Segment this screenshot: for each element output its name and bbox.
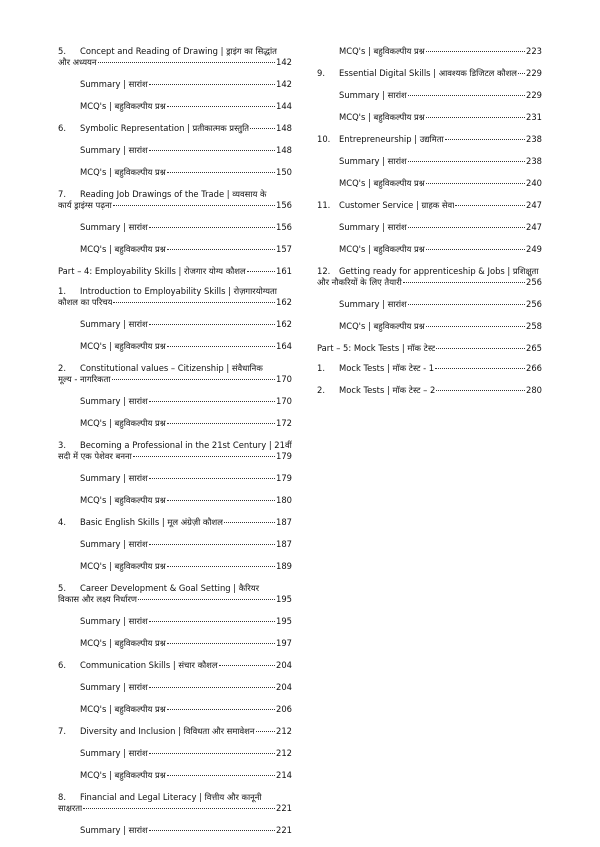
toc-page-number: 162: [276, 297, 292, 307]
leader-dots: [149, 753, 275, 754]
leader-dots: [224, 522, 275, 523]
toc-subentry: [317, 112, 542, 123]
toc-chapter: [317, 134, 542, 145]
toc-page-number: 221: [276, 803, 292, 813]
leader-dots: [167, 423, 275, 424]
toc-page-number: 204: [276, 660, 292, 670]
toc-chapter-title: Concept and Reading of Drawing | ड्राइंग का सिद्धांत: [80, 46, 277, 56]
toc-entry-title: Summary | सारांश: [80, 682, 148, 692]
toc-subentry: [58, 704, 292, 715]
toc-page-number: 150: [276, 167, 292, 177]
leader-dots: [167, 346, 275, 347]
leader-dots: [426, 51, 525, 52]
toc-chapter: [58, 363, 292, 385]
toc-chapter-number: 6.: [58, 660, 66, 670]
leader-dots: [167, 709, 275, 710]
toc-page-number: 144: [276, 101, 292, 111]
toc-page-number: 180: [276, 495, 292, 505]
toc-right-column: [317, 46, 542, 407]
toc-entry-title: MCQ's | बहुविकल्पीय प्रश्न: [339, 112, 425, 122]
toc-entry-title: MCQ's | बहुविकल्पीय प्रश्न: [339, 244, 425, 254]
toc-entry-title: MCQ's | बहुविकल्पीय प्रश्न: [80, 101, 166, 111]
toc-chapter-title-line: [58, 286, 292, 297]
toc-page-number: 206: [276, 704, 292, 714]
toc-part-title: Part – 4: Employability Skills | रोजगार योग्य कौशल: [58, 266, 246, 276]
leader-dots: [455, 205, 525, 206]
leader-dots: [149, 84, 275, 85]
toc-entry-title: Summary | सारांश: [339, 222, 407, 232]
toc-chapter-title: Reading Job Drawings of the Trade | व्यवसाय के: [80, 189, 267, 199]
toc-chapter-title-line: [58, 363, 292, 374]
toc-chapter: [58, 46, 292, 68]
toc-page-number: 223: [526, 46, 542, 56]
toc-subentry: [317, 244, 542, 255]
toc-page-number: 249: [526, 244, 542, 254]
toc-chapter-title-line: [58, 792, 292, 803]
leader-dots: [149, 324, 275, 325]
leader-dots: [149, 544, 275, 545]
toc-page-number: 240: [526, 178, 542, 188]
toc-page-number: 161: [276, 266, 292, 276]
leader-dots: [149, 621, 275, 622]
toc-chapter-title-line: [58, 57, 292, 68]
toc-page-number: 266: [526, 363, 542, 373]
toc-subentry: [58, 561, 292, 572]
toc-chapter-title-line: [58, 297, 292, 308]
toc-page-number: 256: [526, 299, 542, 309]
toc-entry-title: MCQ's | बहुविकल्पीय प्रश्न: [80, 704, 166, 714]
toc-entry-title: MCQ's | बहुविकल्पीय प्रश्न: [80, 770, 166, 780]
toc-subentry: [58, 682, 292, 693]
leader-dots: [149, 478, 275, 479]
toc-page-number: 172: [276, 418, 292, 428]
toc-page-number: 229: [526, 90, 542, 100]
toc-page-number: 187: [276, 539, 292, 549]
toc-chapter: [317, 200, 542, 211]
toc-chapter-number: 1.: [317, 363, 325, 373]
leader-dots: [408, 161, 525, 162]
toc-page-number: 212: [276, 748, 292, 758]
toc-chapter-title: साक्षरता: [58, 803, 83, 813]
toc-page-number: 214: [276, 770, 292, 780]
toc-chapter-title: Career Development & Goal Setting | कैरियर: [80, 583, 260, 593]
toc-chapter-title: Symbolic Representation | प्रतीकात्मक प्रस्तुति: [80, 123, 250, 133]
toc-page-number: 212: [276, 726, 292, 736]
toc-chapter-title-line: [58, 189, 292, 200]
toc-subentry: [58, 79, 292, 90]
leader-dots: [138, 599, 275, 600]
toc-page-number: 156: [276, 222, 292, 232]
toc-chapter-title: मूल्य - नागरिकता: [58, 374, 111, 384]
toc-page-number: 170: [276, 374, 292, 384]
toc-subentry: [317, 222, 542, 233]
toc-subentry: [58, 473, 292, 484]
leader-dots: [435, 368, 525, 369]
toc-chapter-title-line: [58, 803, 292, 814]
leader-dots: [167, 566, 275, 567]
toc-chapter-title: Becoming a Professional in the 21st Century | 21वीं: [80, 440, 292, 450]
toc-chapter-title: Customer Service | ग्राहक सेवा: [339, 200, 455, 210]
leader-dots: [250, 128, 275, 129]
toc-page-number: 231: [526, 112, 542, 122]
toc-subentry: [317, 46, 542, 57]
toc-chapter-number: 9.: [317, 68, 325, 78]
toc-page-number: 195: [276, 594, 292, 604]
toc-entry-title: MCQ's | बहुविकल्पीय प्रश्न: [80, 341, 166, 351]
toc-entry-title: MCQ's | बहुविकल्पीय प्रश्न: [339, 321, 425, 331]
toc-part-title: Part – 5: Mock Tests | मॉक टेस्ट: [317, 343, 436, 353]
toc-chapter: [58, 583, 292, 605]
toc-entry-title: MCQ's | बहुविकल्पीय प्रश्न: [80, 495, 166, 505]
toc-chapter-number: 1.: [58, 286, 66, 296]
toc-chapter-title-line: [317, 277, 542, 288]
toc-chapter-title: Communication Skills | संचार कौशल: [80, 660, 218, 670]
toc-entry-title: Summary | सारांश: [80, 145, 148, 155]
toc-page-number: 148: [276, 145, 292, 155]
toc-part-heading: [317, 343, 542, 354]
toc-entry-title: Summary | सारांश: [80, 748, 148, 758]
toc-page-number: 238: [526, 156, 542, 166]
toc-page-number: 179: [276, 451, 292, 461]
toc-subentry: [58, 101, 292, 112]
toc-page-number: 204: [276, 682, 292, 692]
toc-chapter-title: और नौकरियों के लिए तैयारी: [317, 277, 402, 287]
leader-dots: [408, 227, 525, 228]
toc-chapter-title: कौशल का परिचय: [58, 297, 113, 307]
leader-dots: [219, 665, 275, 666]
leader-dots: [436, 390, 525, 391]
leader-dots: [426, 326, 525, 327]
toc-chapter-title: Essential Digital Skills | आवश्यक डिजिटल कौशल: [339, 68, 517, 78]
toc-entry-title: MCQ's | बहुविकल्पीय प्रश्न: [80, 561, 166, 571]
toc-page-number: 142: [276, 57, 292, 67]
toc-chapter-number: 3.: [58, 440, 66, 450]
toc-page-number: 189: [276, 561, 292, 571]
toc-page-number: 197: [276, 638, 292, 648]
leader-dots: [167, 106, 275, 107]
toc-chapter-number: 7.: [58, 189, 66, 199]
toc-page-number: 221: [276, 825, 292, 835]
toc-entry-title: MCQ's | बहुविकल्पीय प्रश्न: [80, 244, 166, 254]
toc-chapter-title: विकास और लक्ष्य निर्धारण: [58, 594, 137, 604]
toc-entry-title: Summary | सारांश: [80, 539, 148, 549]
toc-subentry: [317, 321, 542, 332]
toc-chapter-number: 8.: [58, 792, 66, 802]
toc-chapter-number: 2.: [58, 363, 66, 373]
leader-dots: [403, 282, 525, 283]
leader-dots: [149, 687, 275, 688]
toc-page-number: 187: [276, 517, 292, 527]
toc-subentry: [58, 396, 292, 407]
toc-chapter-number: 12.: [317, 266, 331, 276]
toc-page-number: 247: [526, 222, 542, 232]
toc-subentry: [58, 244, 292, 255]
toc-chapter: [58, 189, 292, 211]
toc-chapter-title: Entrepreneurship | उद्यमिता: [339, 134, 444, 144]
toc-page-number: 142: [276, 79, 292, 89]
toc-chapter-number: 4.: [58, 517, 66, 527]
toc-chapter: [317, 68, 542, 79]
toc-chapter-title-line: [58, 374, 292, 385]
leader-dots: [445, 139, 525, 140]
toc-entry-title: MCQ's | बहुविकल्पीय प्रश्न: [80, 638, 166, 648]
leader-dots: [408, 304, 525, 305]
toc-chapter-title: Mock Tests | मॉक टेस्ट – 2: [339, 385, 436, 395]
toc-chapter-title-line: [317, 266, 542, 277]
toc-subentry: [58, 495, 292, 506]
leader-dots: [149, 830, 275, 831]
toc-subentry: [317, 156, 542, 167]
toc-chapter-number: 5.: [58, 46, 66, 56]
toc-chapter-title: Mock Tests | मॉक टेस्ट - 1: [339, 363, 435, 373]
toc-chapter: [317, 266, 542, 288]
leader-dots: [149, 150, 275, 151]
leader-dots: [408, 95, 525, 96]
toc-page-number: 247: [526, 200, 542, 210]
toc-subentry: [58, 539, 292, 550]
toc-page-number: 157: [276, 244, 292, 254]
toc-entry-title: Summary | सारांश: [80, 79, 148, 89]
toc-entry-title: MCQ's | बहुविकल्पीय प्रश्न: [339, 178, 425, 188]
toc-page-number: 258: [526, 321, 542, 331]
leader-dots: [112, 379, 275, 380]
toc-part-heading: [58, 266, 292, 277]
leader-dots: [133, 456, 275, 457]
leader-dots: [167, 643, 275, 644]
toc-page-number: 238: [526, 134, 542, 144]
toc-chapter: [58, 660, 292, 671]
leader-dots: [518, 73, 525, 74]
toc-subentry: [58, 145, 292, 156]
toc-chapter-title: Getting ready for apprenticeship & Jobs | प्रशिक्षुता: [339, 266, 539, 276]
leader-dots: [167, 249, 275, 250]
toc-subentry: [58, 319, 292, 330]
leader-dots: [436, 348, 525, 349]
toc-page-number: 164: [276, 341, 292, 351]
leader-dots: [113, 205, 275, 206]
leader-dots: [149, 227, 275, 228]
toc-subentry: [58, 418, 292, 429]
toc-entry-title: Summary | सारांश: [80, 825, 148, 835]
leader-dots: [83, 808, 275, 809]
toc-chapter-title: सदी में एक पेशेवर बनना: [58, 451, 132, 461]
leader-dots: [167, 172, 275, 173]
toc-entry-title: Summary | सारांश: [80, 396, 148, 406]
toc-subentry: [317, 178, 542, 189]
toc-page-number: 195: [276, 616, 292, 626]
toc-entry-title: MCQ's | बहुविकल्पीय प्रश्न: [80, 167, 166, 177]
toc-chapter-title-line: [58, 200, 292, 211]
toc-page-number: 162: [276, 319, 292, 329]
toc-chapter-number: 2.: [317, 385, 325, 395]
toc-page-number: 280: [526, 385, 542, 395]
toc-subentry: [317, 299, 542, 310]
toc-entry-title: Summary | सारांश: [80, 319, 148, 329]
leader-dots: [426, 183, 525, 184]
toc-entry-title: Summary | सारांश: [339, 299, 407, 309]
toc-subentry: [58, 616, 292, 627]
toc-chapter-title: Diversity and Inclusion | विविधता और समावेशन: [80, 726, 255, 736]
toc-chapter-title: Basic English Skills | मूल अंग्रेज़ी कौशल: [80, 517, 223, 527]
toc-page-number: 179: [276, 473, 292, 483]
toc-subentry: [58, 222, 292, 233]
toc-subentry: [58, 825, 292, 836]
toc-chapter-title-line: [58, 451, 292, 462]
toc-entry-title: Summary | सारांश: [80, 616, 148, 626]
leader-dots: [256, 731, 275, 732]
toc-subentry: [58, 167, 292, 178]
toc-chapter-title: Financial and Legal Literacy | वित्तीय और कानूनी: [80, 792, 262, 802]
toc-chapter-number: 10.: [317, 134, 331, 144]
leader-dots: [149, 401, 275, 402]
toc-subentry: [58, 341, 292, 352]
leader-dots: [167, 500, 275, 501]
toc-chapter-title-line: [58, 583, 292, 594]
toc-page-number: 156: [276, 200, 292, 210]
toc-chapter: [58, 726, 292, 737]
leader-dots: [113, 302, 275, 303]
toc-chapter: [58, 440, 292, 462]
toc-chapter-title: कार्य ड्राइंग्स पढ़ना: [58, 200, 112, 210]
toc-subentry: [58, 748, 292, 759]
toc-page-number: 265: [526, 343, 542, 353]
toc-chapter: [58, 792, 292, 814]
toc-entry-title: MCQ's | बहुविकल्पीय प्रश्न: [339, 46, 425, 56]
toc-chapter: [317, 385, 542, 396]
leader-dots: [426, 117, 525, 118]
toc-chapter-title-line: [58, 440, 292, 451]
leader-dots: [247, 271, 275, 272]
toc-entry-title: Summary | सारांश: [339, 90, 407, 100]
toc-chapter-number: 11.: [317, 200, 331, 210]
toc-chapter: [317, 363, 542, 374]
toc-entry-title: Summary | सारांश: [80, 473, 148, 483]
leader-dots: [98, 62, 275, 63]
toc-chapter-number: 7.: [58, 726, 66, 736]
toc-left-column: [58, 46, 292, 847]
toc-chapter-title: Constitutional values – Citizenship | संवैधानिक: [80, 363, 263, 373]
toc-chapter: [58, 517, 292, 528]
toc-chapter: [58, 286, 292, 308]
toc-chapter-number: 5.: [58, 583, 66, 593]
toc-entry-title: Summary | सारांश: [339, 156, 407, 166]
toc-entry-title: Summary | सारांश: [80, 222, 148, 232]
toc-entry-title: MCQ's | बहुविकल्पीय प्रश्न: [80, 418, 166, 428]
toc-subentry: [58, 638, 292, 649]
toc-page-number: 229: [526, 68, 542, 78]
toc-page-number: 170: [276, 396, 292, 406]
toc-chapter-number: 6.: [58, 123, 66, 133]
toc-subentry: [317, 90, 542, 101]
toc-chapter-title: और अध्ययन: [58, 57, 97, 67]
toc-page-number: 256: [526, 277, 542, 287]
toc-chapter: [58, 123, 292, 134]
leader-dots: [426, 249, 525, 250]
toc-chapter-title: Introduction to Employability Skills | रोज़गारयोग्यता: [80, 286, 277, 296]
toc-chapter-title-line: [58, 46, 292, 57]
toc-chapter-title-line: [58, 594, 292, 605]
toc-page-number: 148: [276, 123, 292, 133]
